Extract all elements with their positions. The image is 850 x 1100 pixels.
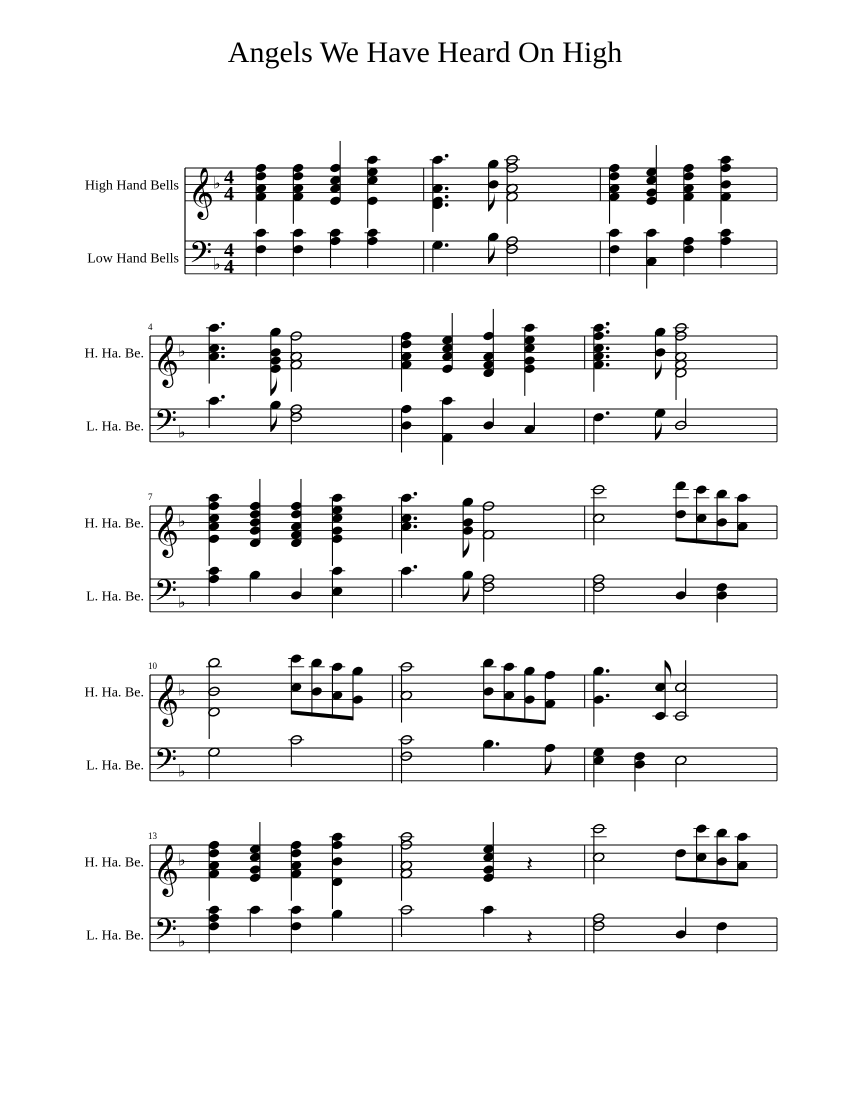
measure	[206, 653, 392, 781]
treble-clef-icon: 𝄞	[188, 166, 215, 218]
system	[85, 141, 777, 289]
time-signature-numerator: 4	[224, 239, 234, 262]
measure	[206, 322, 392, 444]
augmentation-dot	[496, 742, 500, 746]
bass-clef-icon: 𝄢	[154, 574, 178, 616]
flat-icon: ♭	[178, 592, 186, 612]
quarter-rest-icon: 𝄽	[526, 925, 533, 951]
instrument-label-low: L. Ha. Be.	[86, 928, 144, 944]
augmentation-dot	[445, 243, 449, 247]
measure	[591, 322, 777, 444]
augmentation-dot	[606, 694, 610, 698]
measure-number: 4	[148, 322, 153, 332]
flat-icon: ♭	[213, 254, 221, 274]
score-title: Angels We Have Heard On High	[227, 36, 623, 69]
augmentation-dot	[221, 347, 225, 351]
bass-clef-icon: 𝄢	[189, 236, 213, 278]
quarter-rest-icon: 𝄽	[526, 852, 533, 878]
time-signature-denominator: 4	[224, 255, 234, 278]
instrument-label-low: Low Hand Bells	[87, 251, 179, 267]
eighth-flag	[463, 582, 469, 602]
bass-clef-icon: 𝄢	[154, 743, 178, 785]
eighth-flag	[271, 412, 277, 432]
measure	[592, 660, 777, 791]
augmentation-dot	[414, 565, 418, 569]
measure	[606, 145, 777, 289]
flat-icon: ♭	[178, 931, 186, 951]
augmentation-dot	[606, 347, 610, 351]
measure-number: 10	[148, 661, 157, 671]
system	[85, 309, 778, 465]
augmentation-dot	[221, 395, 225, 399]
augmentation-dot	[414, 517, 418, 521]
instrument-label-low: L. Ha. Be.	[86, 589, 144, 605]
augmentation-dot	[445, 203, 449, 207]
treble-clef-icon: 𝄞	[153, 334, 180, 386]
augmentation-dot	[414, 492, 418, 496]
note-beam	[291, 710, 353, 720]
measure	[206, 822, 392, 953]
measure	[398, 492, 584, 614]
treble-clef-icon: 𝄞	[153, 673, 180, 725]
system	[85, 479, 778, 623]
measure	[591, 480, 777, 622]
flat-icon: ♭	[178, 850, 186, 870]
augmentation-dot	[414, 525, 418, 529]
eighth-flag	[665, 660, 671, 680]
time-signature-numerator: 4	[224, 166, 234, 189]
flat-icon: ♭	[178, 422, 186, 442]
flat-icon: ♭	[178, 511, 186, 531]
instrument-label-low: L. Ha. Be.	[86, 419, 144, 435]
augmentation-dot	[606, 355, 610, 359]
augmentation-dot	[221, 355, 225, 359]
system	[85, 822, 778, 955]
eighth-flag	[655, 420, 661, 440]
time-signature-denominator: 4	[224, 182, 234, 205]
system	[85, 653, 778, 791]
time-signature	[224, 239, 234, 277]
instrument-label-high: H. Ha. Be.	[84, 855, 144, 871]
measure	[591, 823, 777, 953]
eighth-flag	[545, 755, 551, 775]
augmentation-dot	[445, 195, 449, 199]
measure-number: 13	[148, 831, 157, 841]
eighth-flag	[655, 359, 661, 379]
augmentation-dot	[606, 411, 610, 415]
treble-clef-icon: 𝄞	[153, 504, 180, 556]
instrument-label-low: L. Ha. Be.	[86, 758, 144, 774]
eighth-flag	[271, 376, 277, 396]
bass-clef-icon: 𝄢	[154, 913, 178, 955]
augmentation-dot	[445, 154, 449, 158]
eighth-flag	[489, 191, 495, 211]
measure	[253, 141, 424, 276]
instrument-label-high: H. Ha. Be.	[84, 685, 144, 701]
augmentation-dot	[606, 322, 610, 326]
instrument-label-high: H. Ha. Be.	[84, 516, 144, 532]
bass-clef-icon: 𝄢	[154, 404, 178, 446]
flat-icon: ♭	[178, 680, 186, 700]
measure	[398, 822, 584, 951]
measure-number: 7	[148, 492, 153, 502]
treble-clef-icon: 𝄞	[153, 843, 180, 895]
augmentation-dot	[606, 330, 610, 334]
eighth-flag	[489, 244, 495, 264]
augmentation-dot	[606, 363, 610, 367]
measure	[430, 154, 601, 276]
note-beam	[484, 714, 546, 724]
instrument-label-high: High Hand Bells	[84, 178, 179, 194]
measure	[206, 479, 392, 618]
flat-icon: ♭	[178, 761, 186, 781]
instrument-label-high: H. Ha. Be.	[84, 346, 144, 362]
eighth-flag	[463, 538, 469, 558]
flat-icon: ♭	[213, 173, 221, 193]
augmentation-dot	[445, 187, 449, 191]
augmentation-dot	[606, 669, 610, 673]
time-signature	[224, 166, 234, 204]
flat-icon: ♭	[178, 341, 186, 361]
augmentation-dot	[221, 322, 225, 326]
